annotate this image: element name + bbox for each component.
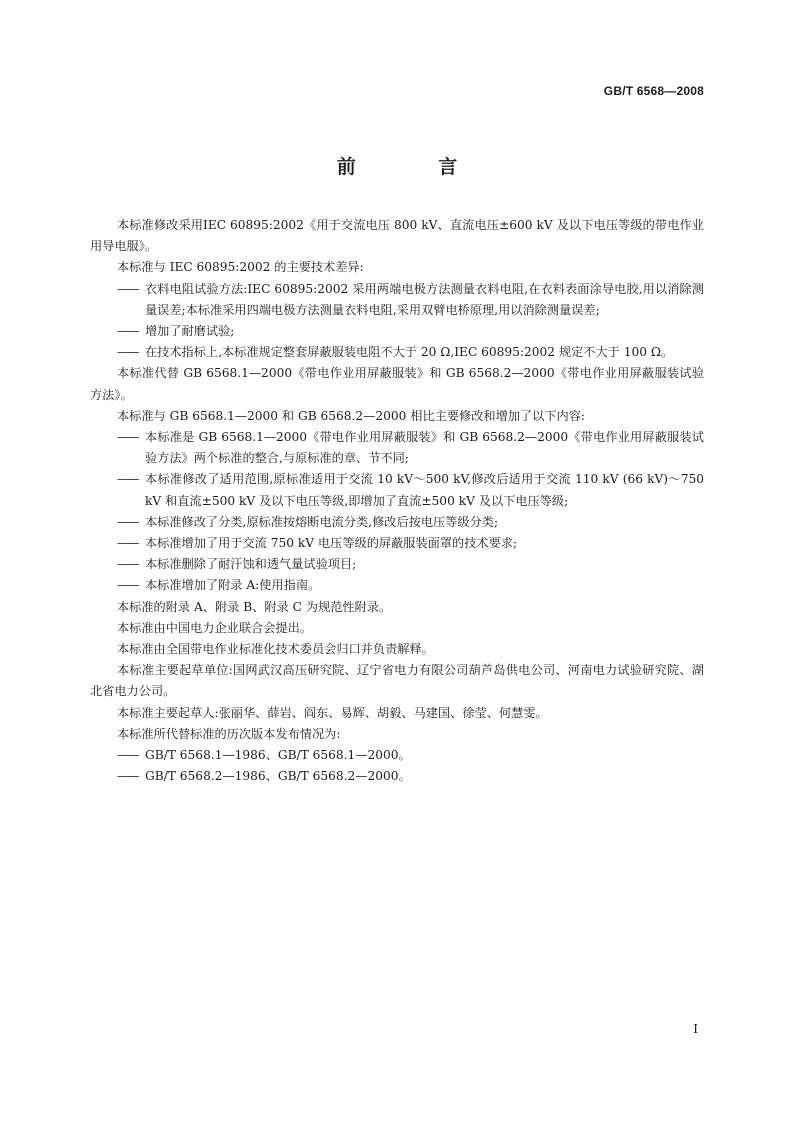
dash-mark: —— <box>117 578 138 593</box>
list-item <box>90 766 704 787</box>
list-item <box>90 427 704 469</box>
list-item-text: 本标准删除了耐汗蚀和透气量试验项目; <box>145 557 357 572</box>
list-item-text: GB/T 6568.2—1986、GB/T 6568.2—2000。 <box>145 769 411 784</box>
dash-mark: —— <box>117 557 138 572</box>
list-item-text: 衣料电阻试验方法:IEC 60895:2002 采用两端电极方法测量衣料电阻,在衣料表面涂导电胶,用以消除测量误差;本标准采用四端电极方法测量衣料电阻,采用双臂电桥原理,用以消除测量误差; <box>145 281 704 317</box>
list-item <box>90 342 704 363</box>
standard-code: GB/T 6568—2008 <box>603 84 704 98</box>
page-number: I <box>693 1022 698 1036</box>
paragraph-annexes: 本标准的附录 A、附录 B、附录 C 为规范性附录。 <box>117 599 392 614</box>
list-item <box>90 469 704 511</box>
list-item-text: 本标准增加了用于交流 750 kV 电压等级的屏蔽服装面罩的技术要求; <box>145 536 518 551</box>
dash-mark: —— <box>117 472 138 487</box>
document-body <box>90 215 704 787</box>
list-item <box>90 575 704 596</box>
paragraph-adoption: 本标准修改采用IEC 60895:2002《用于交流电压 800 kV、直流电压±600 kV 及以下电压等级的带电作业用导电服》。 <box>90 218 704 254</box>
list-item-text: GB/T 6568.1—1986、GB/T 6568.1—2000。 <box>145 748 411 763</box>
list-item-text: 本标准修改了适用范围,原标准适用于交流 10 kV～500 kV,修改后适用于交流 110 kV (66 kV)～750 kV 和直流±500 kV 及以下电压等级,即增加了直流±500 kV 及以下电压等级; <box>145 472 704 508</box>
paragraph-drafters: 本标准主要起草人:张丽华、薛岩、阎东、易辉、胡毅、马建国、徐莹、何慧雯。 <box>117 705 548 720</box>
list-item-text: 本标准是 GB 6568.1—2000《带电作业用屏蔽服装》和 GB 6568.2—2000《带电作业用屏蔽服装试验方法》两个标准的整合,与原标准的章、节不同; <box>145 430 704 466</box>
list-item <box>90 512 704 533</box>
dash-mark: —— <box>117 748 138 763</box>
dash-mark: —— <box>117 324 138 339</box>
list-item <box>90 533 704 554</box>
list-item-text: 增加了耐磨试验; <box>145 324 235 339</box>
paragraph-proposer: 本标准由中国电力企业联合会提出。 <box>117 620 312 635</box>
list-item <box>90 279 704 321</box>
dash-mark: —— <box>117 430 138 445</box>
list-item <box>90 745 704 766</box>
list-item-text: 本标准修改了分类,原标准按熔断电流分类,修改后按电压等级分类; <box>145 514 499 529</box>
dash-mark: —— <box>117 769 138 784</box>
list-item <box>90 554 704 575</box>
paragraph-changes-intro: 本标准与 GB 6568.1—2000 和 GB 6568.2—2000 相比主要修改和增加了以下内容: <box>117 408 585 423</box>
dash-mark: —— <box>117 536 138 551</box>
page-title: 前 言 <box>336 156 496 178</box>
paragraph-diff-intro: 本标准与 IEC 60895:2002 的主要技术差异: <box>117 260 364 275</box>
dash-mark: —— <box>117 345 138 360</box>
dash-mark: —— <box>117 281 138 296</box>
paragraph-replaces: 本标准代替 GB 6568.1—2000《带电作业用屏蔽服装》和 GB 6568.2—2000《带电作业用屏蔽服装试验方法》。 <box>90 366 704 402</box>
list-item-text: 在技术指标上,本标准规定整套屏蔽服装电阻不大于 20 Ω,IEC 60895:2002 规定不大于 100 Ω。 <box>145 345 674 360</box>
paragraph-history-intro: 本标准所代替标准的历次版本发布情况为: <box>117 726 341 741</box>
list-item-text: 本标准增加了附录 A:使用指南。 <box>145 578 321 593</box>
list-item <box>90 321 704 342</box>
paragraph-drafting-units: 本标准主要起草单位:国网武汉高压研究院、辽宁省电力有限公司葫芦岛供电公司、河南电力试验研究院、湖北省电力公司。 <box>90 663 704 699</box>
paragraph-committee: 本标准由全国带电作业标准化技术委员会归口并负责解释。 <box>117 642 434 657</box>
dash-mark: —— <box>117 514 138 529</box>
